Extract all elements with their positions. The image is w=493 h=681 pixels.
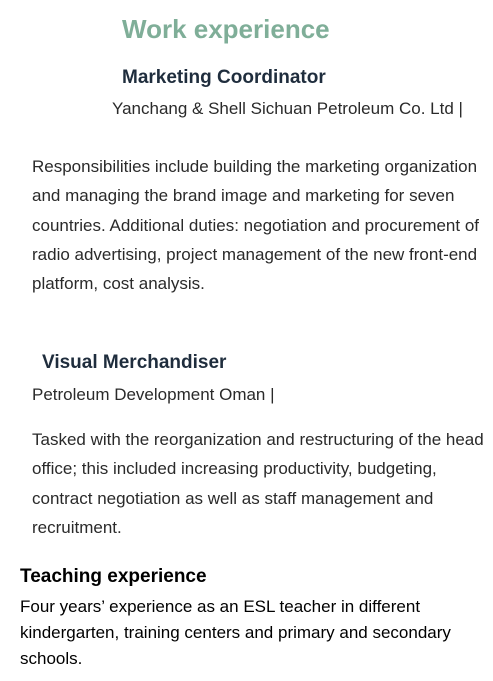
teaching-description: Four years’ experience as an ESL teacher in different kindergarten, training centers and primary and secondary schools. xyxy=(20,597,451,668)
work-experience-heading: Work experience xyxy=(122,14,330,44)
company-name: Yanchang & Shell Sichuan Petroleum Co. Ltd | xyxy=(112,99,463,118)
teaching-experience-heading: Teaching experience xyxy=(20,566,207,587)
job-title: Visual Merchandiser xyxy=(42,352,227,373)
job-description: Tasked with the reorganization and restructuring of the head office; this included increasing productivity, budgeting, contract negotiation as well as staff management and recruitment. xyxy=(32,430,484,537)
job-description: Responsibilities include building the marketing organization and managing the brand image and marketing for seven countries. Additional duties: negotiation and procurement of radio advertising, project management of the new front-end platform, cost analysis. xyxy=(32,157,480,294)
company-name: Petroleum Development Oman | xyxy=(32,385,275,404)
job-title: Marketing Coordinator xyxy=(122,67,326,88)
